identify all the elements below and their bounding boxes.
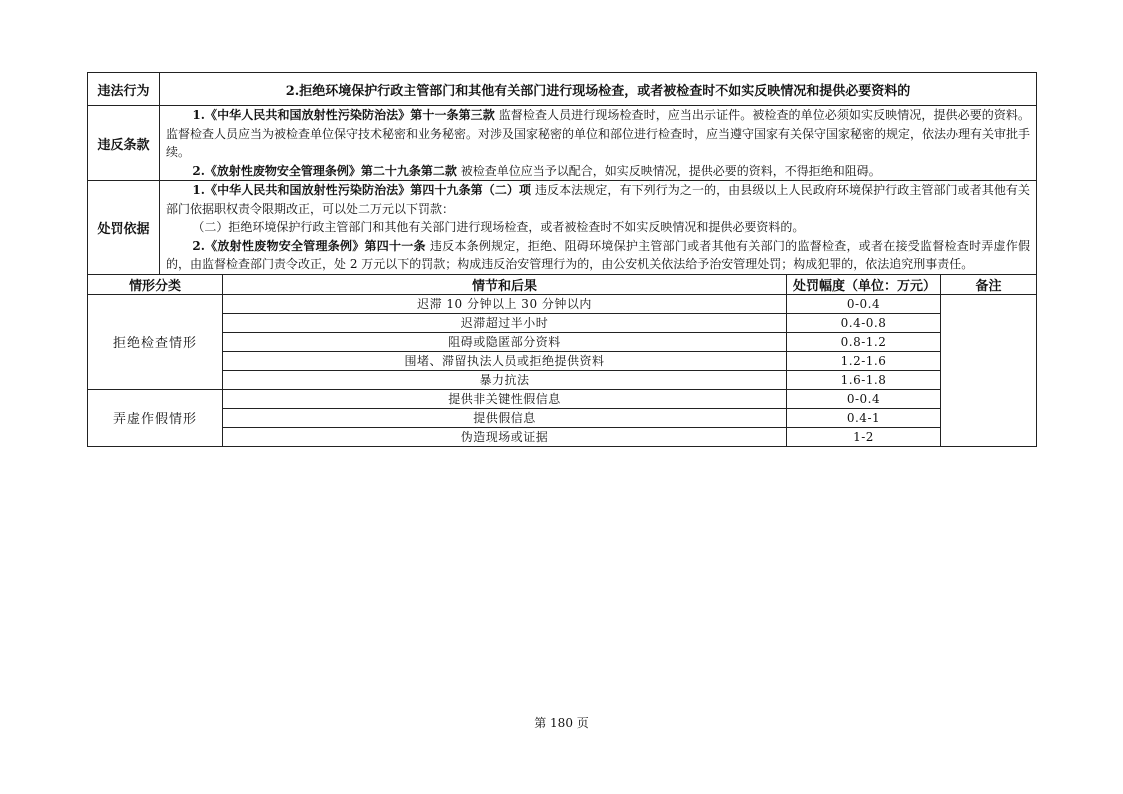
circumstance-cell: 围堵、滞留执法人员或拒绝提供资料 [223,351,787,370]
range-cell: 0.8-1.2 [787,332,941,351]
clause-paragraph-1 [166,106,1030,162]
table-row [88,427,1037,446]
clause-paragraph-2 [166,162,1030,181]
table-row [88,332,1037,351]
penalty-label: 处罚依据 [88,181,160,275]
table-row [88,370,1037,389]
penalty-1-law: 1.《中华人民共和国放射性污染防治法》第四十九条第（二）项 [192,183,532,197]
range-cell: 0.4-1 [787,408,941,427]
penalty-standard-table [87,72,1037,447]
header-range: 处罚幅度（单位：万元） [787,274,941,294]
category-refuse-inspection: 拒绝检查情形 [88,294,223,389]
range-cell: 1.2-1.6 [787,351,941,370]
circumstance-cell: 阻碍或隐匿部分资料 [223,332,787,351]
header-remark: 备注 [941,274,1037,294]
header-category: 情形分类 [88,274,223,294]
category-falsification: 弄虚作假情形 [88,389,223,446]
clauses-label: 违反条款 [88,106,160,181]
range-cell: 0-0.4 [787,389,941,408]
clause-2-text: 被检查单位应当予以配合，如实反映情况，提供必要的资料，不得拒绝和阻碍。 [456,163,881,178]
table-row [88,313,1037,332]
page-number: 180 [550,716,573,730]
violation-label: 违法行为 [88,73,160,106]
page-prefix: 第 [534,716,547,730]
page-suffix: 页 [576,716,589,730]
clause-2-law: 2.《放射性废物安全管理条例》第二十九条第二款 [192,163,457,178]
range-cell: 1-2 [787,427,941,446]
circumstance-cell: 迟滞 10 分钟以上 30 分钟以内 [223,294,787,313]
penalty-paragraph-1-sub: （二）拒绝环境保护行政主管部门和其他有关部门进行现场检查，或者被检查时不如实反映情况和提供必要资料的。 [192,220,805,234]
violation-title: 2.拒绝环境保护行政主管部门和其他有关部门进行现场检查，或者被检查时不如实反映情况和提供必要资料的 [160,73,1037,106]
circumstance-cell: 提供假信息 [223,408,787,427]
clauses-content [160,106,1037,181]
header-circumstance: 情节和后果 [223,274,787,294]
remark-cell [941,294,1037,446]
penalty-1-text: 违反本法规定，有下列行为之一的，由县级以上人民政府环境保护行政主管部门或者其他有关部门依据职权责令限期改正，可以处二万元以下罚款： [166,183,1031,216]
clause-1-law: 1.《中华人民共和国放射性污染防治法》第十一条第三款 [192,108,495,122]
range-cell: 0-0.4 [787,294,941,313]
penalty-paragraph-1 [166,181,1030,218]
table-row [88,389,1037,408]
table-row [88,408,1037,427]
table-row [88,351,1037,370]
clause-1-text: 监督检查人员进行现场检查时，应当出示证件。被检查的单位必须如实反映情况，提供必要的资料。监督检查人员应当为被检查单位保守技术秘密和业务秘密。对涉及国家秘密的单位和部位进行检查时，应当遵守国家有关保守国家秘密的规定，依法办理有关审批手续。 [166,108,1031,159]
penalty-paragraph-2 [166,237,1030,274]
circumstance-cell: 迟滞超过半小时 [223,313,787,332]
penalty-2-law: 2.《放射性废物安全管理条例》第四十一条 [192,238,426,253]
penalty-2-text: 违反本条例规定，拒绝、阻碍环境保护主管部门或者其他有关部门的监督检查，或者在接受监督检查时弄虚作假的，由监督检查部门责令改正，处 2 万元以下的罚款；构成违反治安管理行为的，由公安机关依法给予治安管理处罚；构成犯罪的，依法追究刑事责任。 [166,238,1031,271]
page-footer [0,714,1123,731]
circumstance-cell: 提供非关键性假信息 [223,389,787,408]
penalty-content [160,181,1037,275]
range-cell: 0.4-0.8 [787,313,941,332]
circumstance-cell: 暴力抗法 [223,370,787,389]
circumstance-cell: 伪造现场或证据 [223,427,787,446]
table-row [88,294,1037,313]
range-cell: 1.6-1.8 [787,370,941,389]
